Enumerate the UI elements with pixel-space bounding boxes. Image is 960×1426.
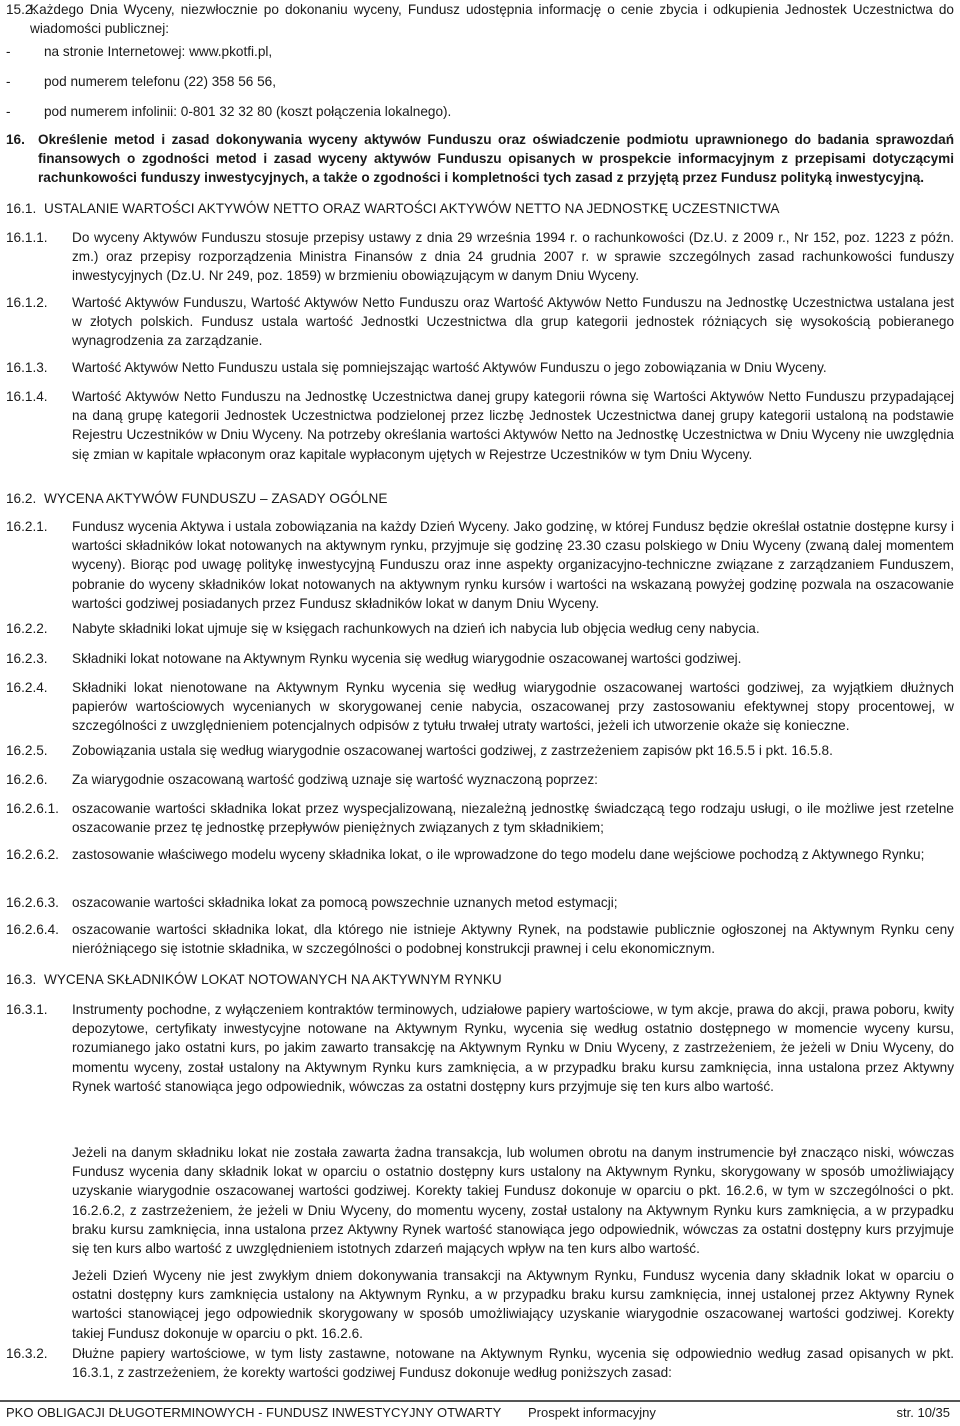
bullet-item <box>6 72 954 91</box>
item-number: 16.2.3. <box>6 651 48 666</box>
item-number: 16.2.6.2. <box>6 847 59 862</box>
section-16-3 <box>6 970 954 989</box>
section-number: 16.2. <box>6 491 37 506</box>
item-16-1-2 <box>6 293 954 351</box>
item-number: 16.3.2. <box>6 1346 48 1361</box>
section-title: WYCENA AKTYWÓW FUNDUSZU – ZASADY OGÓLNE <box>44 491 388 506</box>
section-number: 16.1. <box>6 201 37 216</box>
item-16-3-2 <box>6 1344 954 1382</box>
section-title: Określenie metod i zasad dokonywania wyceny aktywów Funduszu oraz oświadczenie podmiotu uprawnionego do badania sprawozdań finansowych o zgodności metod i zasad wyceny aktywów Funduszu opisanych w prospekcie informacyjnym z przepisami dotyczącymi rachunkowości funduszy inwestycyjnych, a także o zgodności i kompletności tych zasad z przyjętą przez Fundusz polityką inwestycyjną. <box>38 132 954 186</box>
item-16-2-6-1 <box>6 799 954 837</box>
section-number: 16.3. <box>6 972 37 987</box>
item-16-3-1-para2 <box>6 1143 954 1258</box>
item-16-2-3 <box>6 649 954 668</box>
item-text: Składniki lokat nienotowane na Aktywnym Rynku wycenia się według wiarygodnie oszacowanej wartości godziwej, za wyjątkiem dłużnych papierów wartościowych wycenianych w skorygowanej cenie nabycia, oszacowanej przy zastosowaniu efektywnej stopy procentowej, w szczególności z uwzględnieniem potencjalnych odpisów z tytułu trwałej utraty wartości, jeżeli ich utworzenie okaże się konieczne. <box>72 680 954 734</box>
item-text: oszacowanie wartości składnika lokat przez wyspecjalizowaną, niezależną jednostkę świadczącą tego rodzaju usługi, o ile możliwe jest rzetelne oszacowanie przez tę jednostkę przepływów pieniężnych związanych z tym składnikiem; <box>72 801 954 836</box>
section-number: 15.2. <box>6 2 37 17</box>
item-16-2-5 <box>6 741 954 760</box>
item-16-1-3 <box>6 358 954 377</box>
item-16-3-1-para3 <box>6 1266 954 1343</box>
item-number: 16.1.3. <box>6 360 48 375</box>
item-number: 16.2.6.4. <box>6 922 59 937</box>
item-number: 16.2.1. <box>6 519 48 534</box>
item-text: Dłużne papiery wartościowe, w tym listy zastawne, notowane na Aktywnym Rynku, wycenia się odpowiednio według zasad opisanych w pkt. 16.3.1, z zastrzeżeniem, że korekty wartości godziwej Fundusz dokonuje według poniższych zasad: <box>72 1346 954 1381</box>
paragraph: Każdego Dnia Wyceny, niezwłocznie po dokonaniu wyceny, Fundusz udostępnia informację o cenie zbycia i odkupienia Jednostek Uczestnictwa do wiadomości publicznej: <box>30 2 954 37</box>
item-text: Fundusz wycenia Aktywa i ustala zobowiązania na każdy Dzień Wyceny. Jako godzinę, w której Fundusz będzie określał ostatnie dostępne kursy i wartości składników lokat notowanych na aktywnym rynku, przyjmuje się godzinę 23.30 czasu polskiego w Dniu Wyceny (zwaną dalej momentem wyceny). Biorąc pod uwagę politykę inwestycyjną Funduszu oraz inne aspekty organizacyjno-techniczne związane z zarządzaniem Funduszem, pobranie do wyceny składników lokat notowanych na aktywnym rynku kursów i wartości na wskazaną powyżej godzinę pozwala na oszacowanie wartości godziwej posiadanych przez Fundusz składników lokat w danym Dniu Wyceny. <box>72 519 954 611</box>
item-text: Wartość Aktywów Netto Funduszu ustala się pomniejszając wartość Aktywów Funduszu o jego zobowiązania w Dniu Wyceny. <box>72 360 827 375</box>
bullet-item <box>6 102 954 121</box>
item-16-2-6-2 <box>6 845 954 864</box>
item-text: Instrumenty pochodne, z wyłączeniem kontraktów terminowych, udziałowe papiery wartościowe, w tym akcje, prawa do akcji, prawa poboru, kwity depozytowe, certyfikaty inwestycyjne notowane na Aktywnym Rynku, wycenia się według ostatnio dostępnego w momencie wyceny kursu, rozumianego jako ostatni kurs, po jakim zawarto transakcję na Aktywnym Rynku w Dniu Wyceny, z zastrzeżeniem, że jeżeli w Dniu Wyceny, do momentu wyceny, został ustalony na Aktywnym Rynku kurs zamknięcia, a w przypadku braku kursu zamknięcia, inna ustalona przez Aktywny Rynek wartość stanowiąca jego odpowiednik, wówczas za ostatni dostępny kurs przyjmuje się ten kurs albo wartość. <box>72 1002 954 1094</box>
item-number: 16.2.6. <box>6 772 48 787</box>
item-16-1-4 <box>6 387 954 464</box>
item-16-2-6-4 <box>6 920 954 958</box>
item-16-2-6-3 <box>6 893 954 912</box>
bullet-text: pod numerem telefonu (22) 358 56 56, <box>44 74 277 89</box>
footer-document-title: Prospekt informacyjny <box>528 1405 656 1420</box>
item-number: 16.3.1. <box>6 1002 48 1017</box>
section-number: 16. <box>6 132 25 147</box>
item-number: 16.2.6.1. <box>6 801 59 816</box>
item-number: 16.2.2. <box>6 621 48 636</box>
section-16-2 <box>6 489 954 508</box>
dash-marker: - <box>6 74 11 89</box>
dash-marker: - <box>6 44 11 59</box>
item-16-2-2 <box>6 619 954 638</box>
item-number: 16.1.1. <box>6 230 48 245</box>
section-title: WYCENA SKŁADNIKÓW LOKAT NOTOWANYCH NA AKTYWNYM RYNKU <box>44 972 502 987</box>
item-number: 16.1.2. <box>6 295 48 310</box>
bullet-text: pod numerem infolinii: 0-801 32 32 80 (koszt połączenia lokalnego). <box>44 104 452 119</box>
item-text: oszacowanie wartości składnika lokat za pomocą powszechnie uznanych metod estymacji; <box>72 895 618 910</box>
page-number: str. 10/35 <box>896 1405 950 1420</box>
item-text: Nabyte składniki lokat ujmuje się w księgach rachunkowych na dzień ich nabycia lub objęcia według ceny nabycia. <box>72 621 760 636</box>
item-number: 16.2.4. <box>6 680 48 695</box>
section-15-2 <box>6 0 954 38</box>
item-number: 16.2.5. <box>6 743 48 758</box>
item-16-3-1 <box>6 1000 954 1096</box>
item-number: 16.2.6.3. <box>6 895 59 910</box>
item-text: zastosowanie właściwego modelu wyceny składnika lokat, o ile wprowadzone do tego modelu dane wejściowe pochodzą z Aktywnego Rynku; <box>72 847 925 862</box>
item-16-2-1 <box>6 517 954 613</box>
item-16-2-4 <box>6 678 954 736</box>
item-text: Wartość Aktywów Funduszu, Wartość Aktywów Netto Funduszu oraz Wartość Aktywów Netto Funduszu na Jednostkę Uczestnictwa ustalana jest w złotych polskich. Fundusz ustala wartość Jednostki Uczestnictwa dla grup kategorii jednostek różniących się wysokością pobieranego wynagrodzenia za zarządzanie. <box>72 295 954 349</box>
footer-fund-name: PKO OBLIGACJI DŁUGOTERMINOWYCH - FUNDUSZ INWESTYCYJNY OTWARTY <box>6 1405 502 1420</box>
section-16-1 <box>6 199 954 218</box>
item-text: Jeżeli na danym składniku lokat nie została zawarta żadna transakcja, lub wolumen obrotu na danym instrumencie był znacząco niski, wówczas Fundusz wycenia dany składnik lokat w oparciu o ostatnio dostępny kurs ustalony na Aktywnym Rynku, skorygowany w sposób umożliwiający uzyskanie wiarygodnie oszacowanej wartości godziwej. Korekty takiej Fundusz dokonuje w oparciu o pkt. 16.2.6, w tym w szczególności o pkt. 16.2.6.2, z zastrzeżeniem, że jeżeli w Dniu Wyceny, do momentu wyceny, został ustalony na Aktywnym Rynku kurs zamknięcia, a w przypadku braku kursu zamknięcia, inna ustalona przez Aktywny Rynek wartość stanowiąca jego odpowiednik, wówczas za ostatni dostępny kurs przyjmuje się ten kurs albo wartość z uwzględnieniem istotnych zdarzeń mających wpływ na ten kurs albo wartość. <box>72 1145 954 1257</box>
item-text: Zobowiązania ustala się według wiarygodnie oszacowanej wartości godziwej, z zastrzeżeniem zapisów pkt 16.5.5 i pkt. 16.5.8. <box>72 743 833 758</box>
section-title: USTALANIE WARTOŚCI AKTYWÓW NETTO ORAZ WARTOŚCI AKTYWÓW NETTO NA JEDNOSTKĘ UCZESTNICTWA <box>44 201 780 216</box>
bullet-item <box>6 42 954 61</box>
item-16-1-1 <box>6 228 954 286</box>
item-number: 16.1.4. <box>6 389 48 404</box>
item-text: Wartość Aktywów Netto Funduszu na Jednostkę Uczestnictwa danej grupy kategorii równa się Wartości Aktywów Netto Funduszu przypadającej na daną grupę kategorii Jednostek Uczestnictwa podzielonej przez liczbę Jednostek Uczestnictwa danej grupy kategorii ustaloną na podstawie Rejestru Uczestników w Dniu Wyceny. Na potrzeby określania wartości Aktywów Netto na Jednostkę Uczestnictwa w Dniu Wyceny nie uwzględnia się zmian w kapitale wpłaconym oraz kapitale wypłaconym ujętych w Rejestrze Uczestników w tym Dniu Wyceny. <box>72 389 954 462</box>
footer-divider <box>0 1400 960 1402</box>
item-text: Do wyceny Aktywów Funduszu stosuje przepisy ustawy z dnia 29 września 1994 r. o rachunkowości (Dz.U. z 2009 r., Nr 152, poz. 1223 z późn. zm.) oraz przepisy rozporządzenia Ministra Finansów z dnia 24 grudnia 2007 r. w sprawie szczególnych zasad rachunkowości funduszy inwestycyjnych (Dz.U. Nr 249, poz. 1859) w brzmieniu obowiązującym w danym Dniu Wyceny. <box>72 230 954 284</box>
item-16-2-6 <box>6 770 954 789</box>
dash-marker: - <box>6 104 11 119</box>
item-text: oszacowanie wartości składnika lokat, dla którego nie istnieje Aktywny Rynek, na podstawie publicznie ogłoszonej na Aktywnym Rynku ceny nieróżniącego się istotnie składnika, w szczególności o podobnej konstrukcji prawnej i celu ekonomicznym. <box>72 922 954 957</box>
item-text: Jeżeli Dzień Wyceny nie jest zwykłym dniem dokonywania transakcji na Aktywnym Rynku, Fundusz wycenia dany składnik lokat w oparciu o ostatni dostępny kurs zamknięcia ustalony na Aktywnym Rynku, a w przypadku braku kursu zamknięcia, innej ustalonej przez Aktywny Rynek wartości stanowiącej jego odpowiednik skorygowany w sposób umożliwiający uzyskanie wiarygodnie oszacowanej wartości godziwej. Korekty takiej Fundusz dokonuje w oparciu o pkt. 16.2.6. <box>72 1268 954 1341</box>
item-text: Za wiarygodnie oszacowaną wartość godziwą uznaje się wartość wyznaczoną poprzez: <box>72 772 598 787</box>
item-text: Składniki lokat notowane na Aktywnym Rynku wycenia się według wiarygodnie oszacowanej wartości godziwej. <box>72 651 742 666</box>
bullet-text: na stronie Internetowej: www.pkotfi.pl, <box>44 44 273 59</box>
section-16 <box>6 130 954 188</box>
